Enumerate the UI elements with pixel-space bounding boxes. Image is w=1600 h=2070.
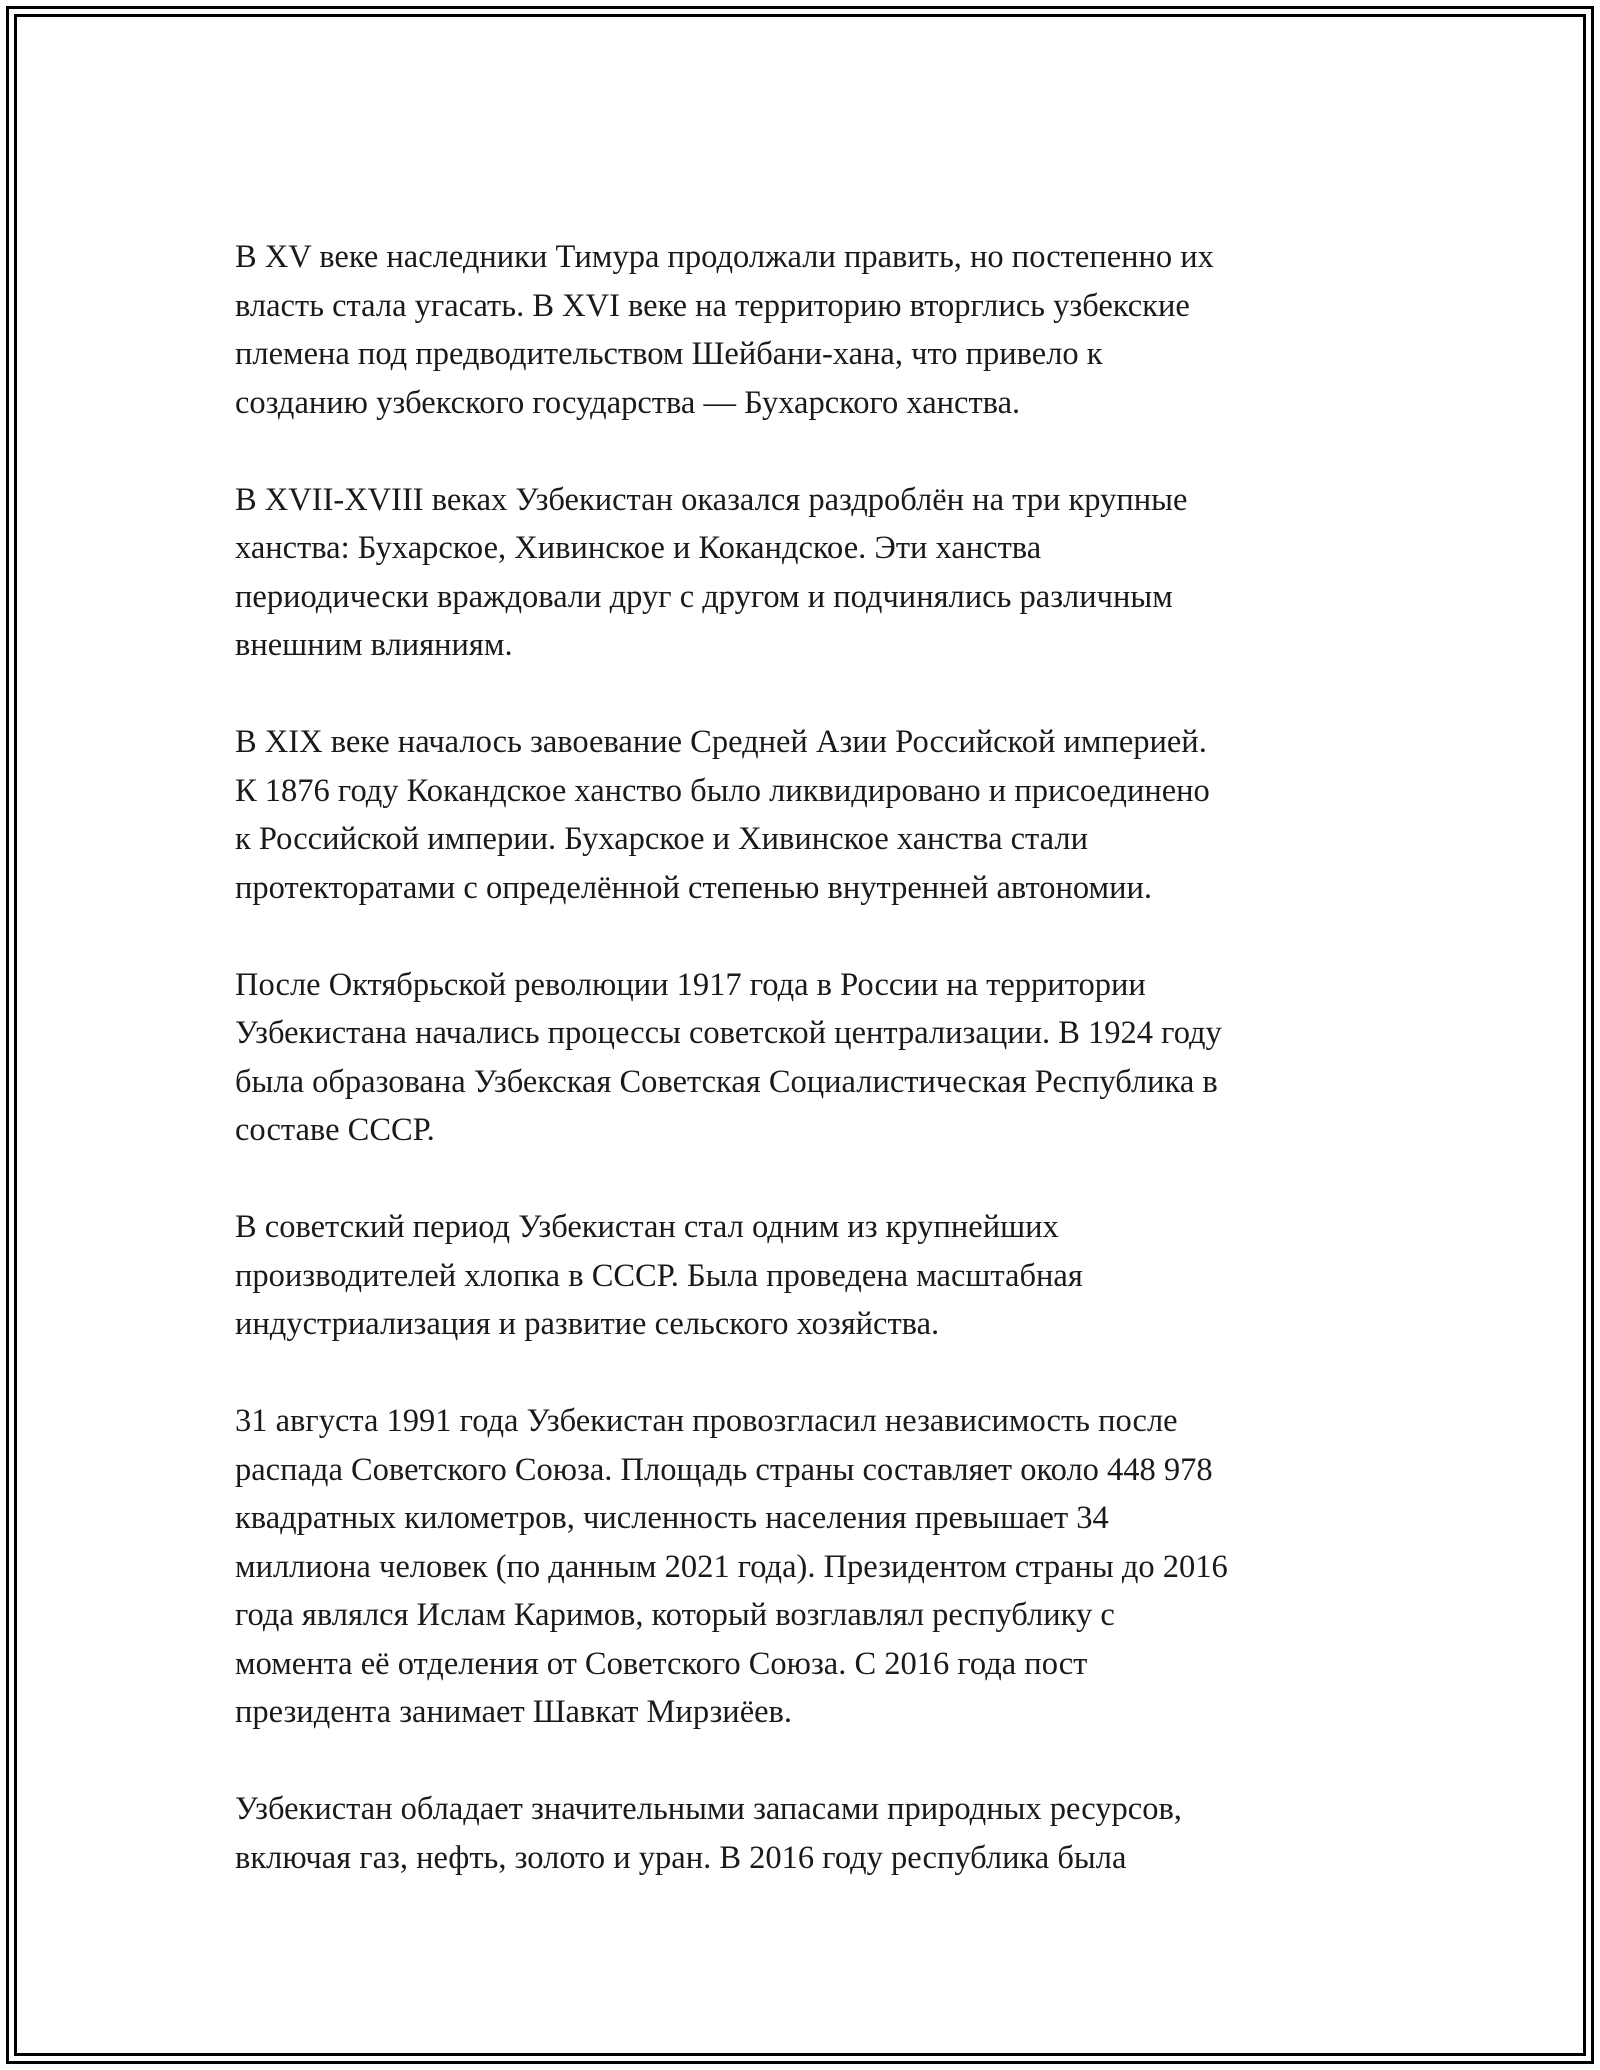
- text-line: В XV веке наследники Тимура продолжали править, но постепенно их: [235, 239, 1214, 275]
- text-line: племена под предводительством Шейбани-хана, что привело к: [235, 336, 1103, 372]
- text-line: включая газ, нефть, золото и уран. В 2016 году республика была: [235, 1839, 1127, 1876]
- text-line: В XIX веке началось завоевание Средней Азии Российской империей.: [235, 724, 1207, 760]
- text-line: президента занимает Шавкат Мирзиёев.: [235, 1694, 793, 1730]
- text-line: власть стала угасать. В XVI веке на территорию вторглись узбекские: [235, 287, 1190, 324]
- text-line: Узбекистана начались процессы советской централизации. В 1924 году: [235, 1015, 1222, 1051]
- text-line: периодически враждовали друг с другом и подчинялись различным: [235, 578, 1173, 615]
- paragraph-5: [235, 1203, 1375, 1349]
- text-line: В советский период Узбекистан стал одним из крупнейших: [235, 1209, 1059, 1245]
- text-line: протекторатами с определённой степенью внутренней автономии.: [235, 869, 1152, 906]
- paragraph-3: [235, 718, 1375, 912]
- text-line: производителей хлопка в СССР. Была проведена масштабная: [235, 1257, 1083, 1294]
- paragraph-2: [235, 476, 1375, 670]
- paragraph-6: [235, 1397, 1375, 1737]
- text-line: внешним влияниям.: [235, 627, 513, 663]
- text-line: К 1876 году Кокандское ханство было ликвидировано и присоединено: [235, 772, 1210, 809]
- paragraph-7: [235, 1785, 1375, 1882]
- text-line: года являлся Ислам Каримов, который возглавлял республику с: [235, 1597, 1115, 1633]
- text-line: квадратных километров, численность населения превышает 34: [235, 1500, 1109, 1536]
- text-line: В XVII-XVIII веках Узбекистан оказался раздроблён на три крупные: [235, 481, 1188, 518]
- text-line: распада Советского Союза. Площадь страны составляет около 448 978: [235, 1451, 1213, 1488]
- text-line: Узбекистан обладает значительными запасами природных ресурсов,: [235, 1791, 1182, 1827]
- text-line: к Российской империи. Бухарское и Хивинское ханства стали: [235, 821, 1088, 857]
- paragraph-1: [235, 233, 1375, 427]
- text-line: индустриализация и развитие сельского хозяйства.: [235, 1306, 940, 1342]
- text-line: была образована Узбекская Советская Социалистическая Республика в: [235, 1063, 1218, 1100]
- document-body: [235, 233, 1375, 1931]
- paragraph-4: [235, 961, 1375, 1155]
- text-line: миллиона человек (по данным 2021 года). Президентом страны до 2016: [235, 1548, 1228, 1585]
- text-line: созданию узбекского государства — Бухарского ханства.: [235, 384, 1021, 421]
- text-line: 31 августа 1991 года Узбекистан провозгласил независимость после: [235, 1403, 1178, 1439]
- text-line: момента её отделения от Советского Союза. С 2016 года пост: [235, 1645, 1088, 1682]
- text-line: После Октябрьской революции 1917 года в России на территории: [235, 966, 1146, 1003]
- text-line: ханства: Бухарское, Хивинское и Кокандское. Эти ханства: [235, 530, 1042, 566]
- text-line: составе СССР.: [235, 1112, 435, 1148]
